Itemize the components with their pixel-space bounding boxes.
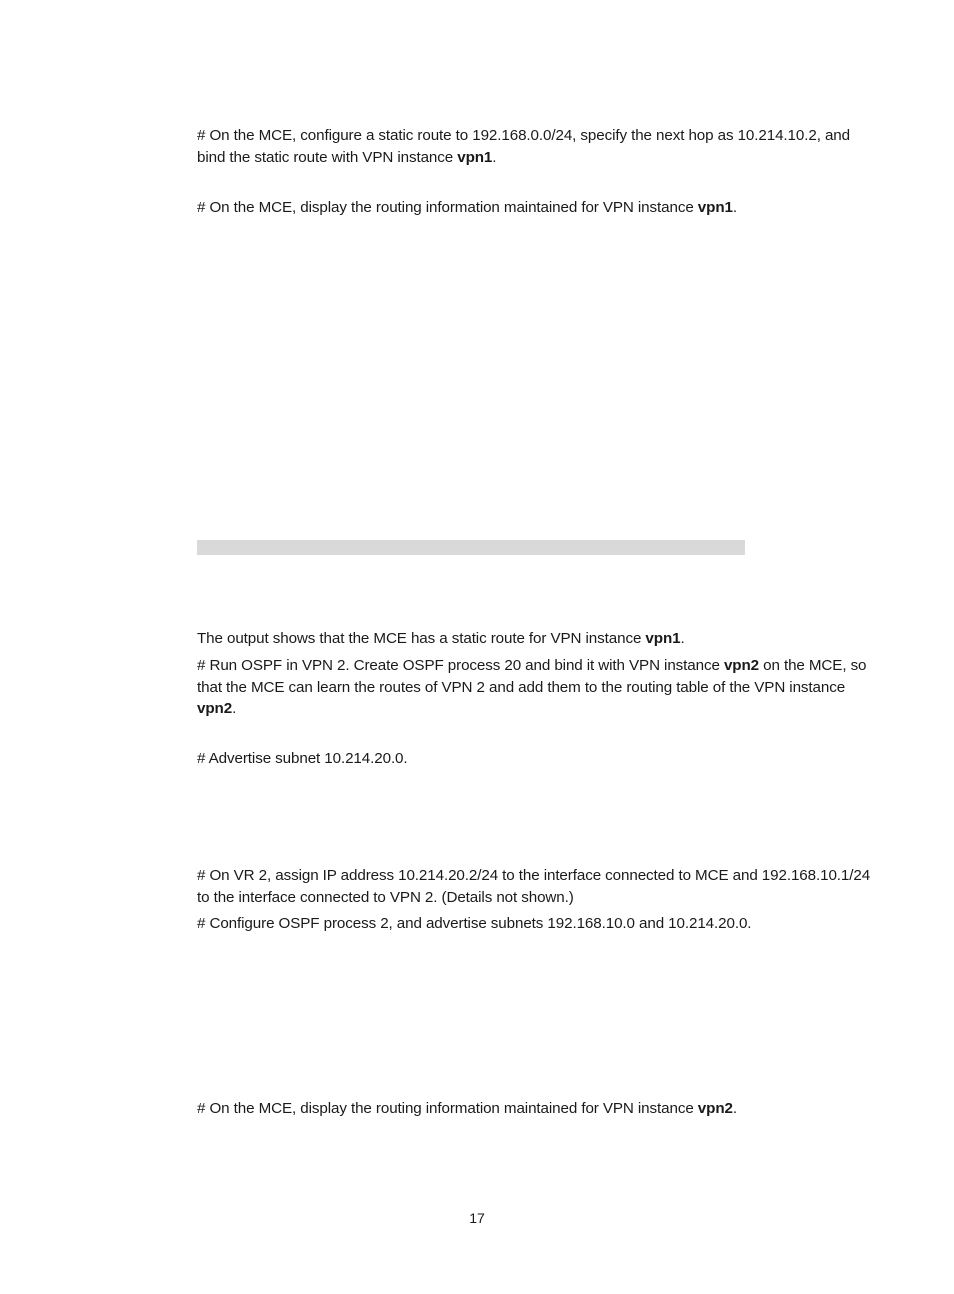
paragraph-output-vpn1 bbox=[197, 628, 877, 650]
code-highlight-bar bbox=[197, 540, 745, 555]
paragraph-display-vpn1 bbox=[197, 197, 877, 219]
paragraph-run-ospf-vpn2 bbox=[197, 655, 877, 720]
bold-vpn-name: vpn1 bbox=[697, 199, 733, 216]
text: . bbox=[492, 148, 497, 166]
text: # On the MCE, display the routing information maintained for VPN instance bbox=[197, 199, 698, 216]
text: . bbox=[232, 700, 237, 717]
paragraph-vr2-assign-ip bbox=[197, 865, 877, 908]
text: . bbox=[732, 199, 737, 216]
paragraph-display-vpn2 bbox=[197, 1098, 877, 1120]
text: . bbox=[680, 630, 685, 647]
text: # Run OSPF in VPN 2. Create OSPF process 20 and bind it with VPN instance bbox=[197, 657, 724, 674]
bold-vpn-name: vpn2 bbox=[697, 1100, 733, 1117]
text: on the MCE, so that the MCE can learn the routes of VPN 2 and add them to the routing table of the VPN instance bbox=[197, 657, 867, 696]
paragraph-static-route-vpn1 bbox=[197, 125, 877, 168]
bold-vpn-name: vpn2 bbox=[197, 700, 233, 717]
text: # Configure OSPF process 2, and advertise subnets 192.168.10.0 and 10.214.20.0. bbox=[197, 915, 752, 932]
text: # On VR 2, assign IP address 10.214.20.2/24 to the interface connected to MCE and 192.168.10.1/24 to the interface connected to VPN 2. (Details not shown.) bbox=[197, 867, 871, 906]
text: # On the MCE, configure a static route to 192.168.0.0/24, specify the next hop as 10.214.10.2, and bind the static route with VPN instance bbox=[197, 127, 850, 166]
text: . bbox=[732, 1100, 737, 1117]
text: # On the MCE, display the routing information maintained for VPN instance bbox=[197, 1100, 698, 1117]
bold-vpn-name: vpn1 bbox=[457, 148, 493, 166]
text: The output shows that the MCE has a static route for VPN instance bbox=[197, 630, 646, 647]
page-number: 17 bbox=[469, 1210, 485, 1226]
text: # Advertise subnet 10.214.20.0. bbox=[197, 750, 408, 767]
paragraph-advertise-subnet bbox=[197, 748, 877, 770]
bold-vpn-name: vpn1 bbox=[645, 630, 681, 647]
paragraph-configure-ospf bbox=[197, 913, 877, 935]
bold-vpn-name: vpn2 bbox=[723, 657, 760, 674]
